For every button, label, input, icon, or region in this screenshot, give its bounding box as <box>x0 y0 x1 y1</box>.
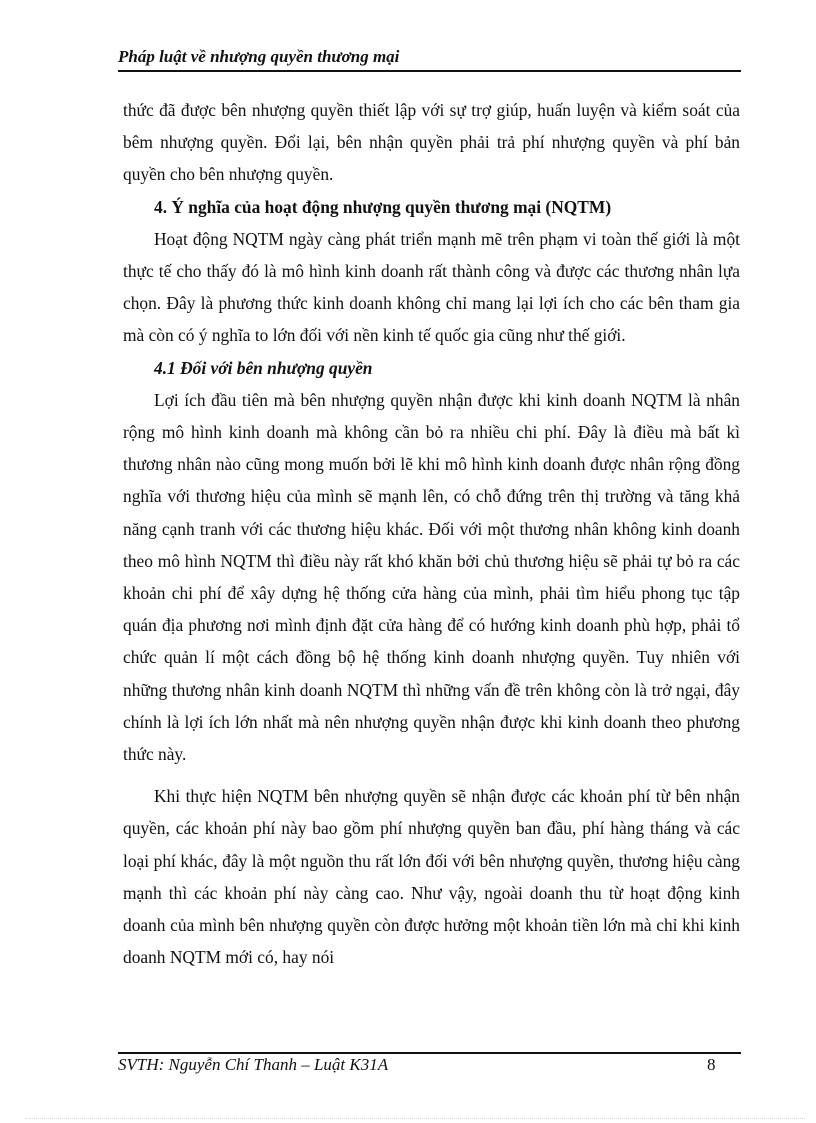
paragraph-continuation: thức đã được bên nhượng quyền thiết lập với sự trợ giúp, huấn luyện và kiểm soát của bêm nhượng quyền. Đổi lại, bên nhận quyền phải trả phí nhượng quyền và phí bản quyền cho bên nhượng quyền. <box>123 100 740 185</box>
header-divider <box>118 70 741 72</box>
paragraph-significance: Hoạt động NQTM ngày càng phát triển mạnh mẽ trên phạm vi toàn thế giới là một thực tế cho thấy đó là mô hình kinh doanh rất thành công và được các thương nhân lựa chọn. Đây là phương thức kinh doanh không chỉ mang lại lợi ích cho các bên tham gia mà còn có ý nghĩa to lớn đối với nền kinh tế quốc gia cũng như thế giới. <box>123 228 740 346</box>
paragraph-franchisor-benefit: Lợi ích đầu tiên mà bên nhượng quyền nhận được khi kinh doanh NQTM là nhân rộng mô hình kinh doanh mà không cần bỏ ra nhiều chi phí. Đây là điều mà bất kì thương nhân nào cũng mong muốn bởi lẽ khi mô hình kinh doanh được nhân rộng đồng nghĩa với thương hiệu của mình sẽ mạnh lên, có chỗ đứng trên thị trường và tăng khả năng cạnh tranh với các thương hiệu khác. Đối với một thương nhân không kinh doanh theo mô hình NQTM thì điều này rất khó khăn bởi chủ thương hiệu sẽ phải tự bỏ ra các khoản chi phí để xây dựng hệ thống cửa hàng của mình, phải tìm hiểu phong tục tập quán địa phương nơi mình định đặt cửa hàng để có hướng kinh doanh phù hợp, phải tổ chức quản lí một cách đồng bộ hệ thống kinh doanh nhượng quyền. Tuy nhiên với những thương nhân kinh doanh NQTM thì những vấn đề trên không còn là trở ngại, đây chính là lợi ích lớn nhất mà nên nhượng quyền nhận được khi kinh doanh theo phương thức này. <box>123 389 740 765</box>
footer-divider <box>118 1052 741 1054</box>
subsection-heading-4-1: 4.1 Đối với bên nhượng quyền <box>154 357 373 378</box>
footer-author: SVTH: Nguyễn Chí Thanh – Luật K31A <box>118 1055 389 1074</box>
document-body <box>123 94 740 973</box>
paragraph-franchise-fees: Khi thực hiện NQTM bên nhượng quyền sẽ nhận được các khoản phí từ bên nhận quyền, các khoản phí này bao gồm phí nhượng quyền ban đầu, phí hàng tháng và các loại phí khác, đây là một nguồn thu rất lớn đối với bên nhượng quyền, thương hiệu càng mạnh thì các khoản phí này càng cao. Như vậy, ngoài doanh thu từ hoạt động kinh doanh của mình bên nhượng quyền còn được hưởng một khoản tiền lớn mà chỉ khi kinh doanh NQTM mới có, hay nói <box>123 786 740 968</box>
running-header-title: Pháp luật về nhượng quyền thương mại <box>118 47 400 66</box>
page-number: 8 <box>707 1055 716 1074</box>
page-bottom-edge <box>25 1118 805 1119</box>
section-heading-4: 4. Ý nghĩa của hoạt động nhượng quyền thương mại (NQTM) <box>154 196 612 217</box>
